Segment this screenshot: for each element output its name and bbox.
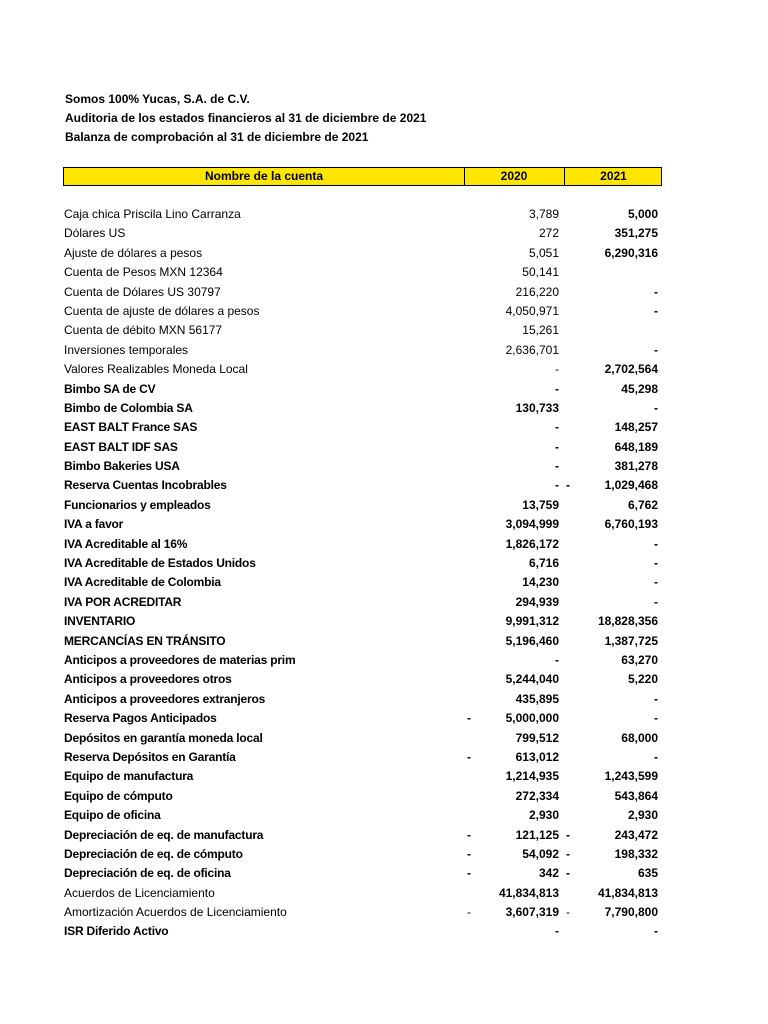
table-row bbox=[0, 515, 768, 534]
table-header bbox=[63, 167, 662, 186]
account-name: Depreciación de eq. de oficina bbox=[64, 866, 231, 881]
table-row bbox=[0, 593, 768, 612]
value-2021: 6,290,316 bbox=[604, 245, 658, 260]
table-row bbox=[0, 922, 768, 941]
value-2021: 351,275 bbox=[614, 226, 658, 241]
value-2021: 2,930 bbox=[627, 808, 658, 823]
table-row bbox=[0, 903, 768, 922]
account-name: Ajuste de dólares a pesos bbox=[64, 245, 203, 260]
account-table bbox=[0, 205, 768, 942]
account-name: EAST BALT France SAS bbox=[64, 420, 198, 435]
account-name: Bimbo Bakeries USA bbox=[64, 459, 180, 474]
value-2020: - bbox=[555, 420, 559, 435]
table-row bbox=[0, 283, 768, 302]
table-row bbox=[0, 632, 768, 651]
value-2020: - bbox=[555, 362, 559, 377]
value-2021: 63,270 bbox=[621, 652, 658, 667]
account-name: ISR Diferido Activo bbox=[64, 924, 169, 939]
table-row bbox=[0, 864, 768, 883]
table-row bbox=[0, 380, 768, 399]
account-name: Depósitos en garantía moneda local bbox=[64, 730, 263, 745]
account-name: Reserva Cuentas Incobrables bbox=[64, 478, 227, 493]
account-name: Reserva Pagos Anticipados bbox=[64, 711, 217, 726]
value-2020: 14,230 bbox=[522, 575, 559, 590]
value-2020: 2,636,701 bbox=[505, 342, 559, 357]
account-name: Equipo de cómputo bbox=[64, 788, 173, 803]
value-2021: 1,387,725 bbox=[604, 633, 658, 648]
value-2021: 18,828,356 bbox=[597, 614, 658, 629]
value-2021: 6,762 bbox=[627, 497, 658, 512]
table-row bbox=[0, 573, 768, 592]
table-row bbox=[0, 709, 768, 728]
value-2020: 15,261 bbox=[522, 323, 559, 338]
value-2020: 5,196,460 bbox=[505, 633, 559, 648]
value-2020: 435,895 bbox=[515, 691, 559, 706]
value-2020: 1,826,172 bbox=[505, 536, 559, 551]
value-2021: - bbox=[654, 536, 658, 551]
value-2020: 5,000,000 bbox=[505, 711, 559, 726]
value-2020: 121,125 bbox=[515, 827, 559, 842]
sign-2020: - bbox=[467, 846, 471, 861]
value-2021: - bbox=[654, 749, 658, 764]
value-2021: 148,257 bbox=[614, 420, 658, 435]
value-2020: 272 bbox=[538, 226, 559, 241]
value-2020: 342 bbox=[538, 866, 559, 881]
value-2021: 648,189 bbox=[614, 439, 658, 454]
value-2020: 9,991,312 bbox=[505, 614, 559, 629]
value-2021: 543,864 bbox=[614, 788, 658, 803]
value-2021: 635 bbox=[637, 866, 658, 881]
value-2020: 4,050,971 bbox=[505, 303, 559, 318]
value-2021: - bbox=[654, 342, 658, 357]
value-2020: 50,141 bbox=[522, 265, 559, 280]
account-name: IVA POR ACREDITAR bbox=[64, 594, 182, 609]
table-row bbox=[0, 244, 768, 263]
value-2020: - bbox=[555, 924, 559, 939]
table-row bbox=[0, 670, 768, 689]
sign-2020: - bbox=[467, 866, 471, 881]
header-year-2021: 2021 bbox=[600, 169, 627, 183]
account-name: Equipo de manufactura bbox=[64, 769, 194, 784]
table-row bbox=[0, 612, 768, 631]
value-2021: 2,702,564 bbox=[604, 362, 658, 377]
table-row bbox=[0, 263, 768, 282]
value-2021: 5,220 bbox=[627, 672, 658, 687]
sign-2020: - bbox=[467, 905, 471, 920]
value-2020: 2,930 bbox=[528, 808, 559, 823]
value-2020: 613,012 bbox=[515, 749, 559, 764]
table-row bbox=[0, 554, 768, 573]
table-row bbox=[0, 302, 768, 321]
header-account-name: Nombre de la cuenta bbox=[64, 168, 465, 185]
value-2020: 1,214,935 bbox=[505, 769, 559, 784]
value-2021: 1,029,468 bbox=[604, 478, 658, 493]
account-name: Depreciación de eq. de manufactura bbox=[64, 827, 264, 842]
table-row bbox=[0, 845, 768, 864]
table-row bbox=[0, 360, 768, 379]
value-2021: - bbox=[654, 284, 658, 299]
account-name: Inversiones temporales bbox=[64, 342, 189, 357]
value-2021: 5,000 bbox=[627, 207, 658, 221]
value-2020: 5,051 bbox=[528, 245, 559, 260]
value-2021: - bbox=[654, 575, 658, 590]
value-2020: 216,220 bbox=[515, 284, 559, 299]
sign-2021: - bbox=[566, 827, 570, 842]
sign-2020: - bbox=[467, 749, 471, 764]
sign-2020: - bbox=[467, 711, 471, 726]
value-2020: 5,244,040 bbox=[505, 672, 559, 687]
value-2021: 1,243,599 bbox=[604, 769, 658, 784]
value-2020: - bbox=[555, 381, 559, 396]
account-name: IVA Acreditable al 16% bbox=[64, 536, 188, 551]
account-name: Cuenta de Pesos MXN 12364 bbox=[64, 265, 223, 280]
account-name: Cuenta de ajuste de dólares a pesos bbox=[64, 303, 260, 318]
sign-2021: - bbox=[566, 866, 570, 881]
trial-balance-title: Balanza de comprobación al 31 de diciembre de 2021 bbox=[65, 130, 369, 144]
value-2020: 41,834,813 bbox=[498, 885, 559, 900]
account-name: Reserva Depósitos en Garantía bbox=[64, 749, 236, 764]
account-name: IVA Acreditable de Estados Unidos bbox=[64, 556, 256, 571]
account-name: Acuerdos de Licenciamiento bbox=[64, 885, 215, 900]
account-name: IVA a favor bbox=[64, 517, 124, 532]
table-row bbox=[0, 399, 768, 418]
sign-2020: - bbox=[467, 827, 471, 842]
account-name: Valores Realizables Moneda Local bbox=[64, 362, 248, 377]
account-name: Anticipos a proveedores de materias prim bbox=[64, 652, 296, 667]
account-name: Cuenta de Dólares US 30797 bbox=[64, 284, 221, 299]
account-name: Anticipos a proveedores otros bbox=[64, 672, 232, 687]
account-name: Bimbo SA de CV bbox=[64, 381, 156, 396]
value-2020: 3,789 bbox=[528, 207, 559, 221]
value-2021: 243,472 bbox=[614, 827, 658, 842]
value-2020: 294,939 bbox=[515, 594, 559, 609]
table-row bbox=[0, 457, 768, 476]
sign-2021: - bbox=[566, 905, 570, 920]
value-2020: 13,759 bbox=[522, 497, 559, 512]
value-2021: - bbox=[654, 303, 658, 318]
table-row bbox=[0, 806, 768, 825]
account-name: Amortización Acuerdos de Licenciamiento bbox=[64, 905, 287, 920]
table-row bbox=[0, 767, 768, 786]
value-2020: 799,512 bbox=[515, 730, 559, 745]
value-2021: 45,298 bbox=[621, 381, 658, 396]
value-2020: - bbox=[555, 478, 559, 493]
account-name: Funcionarios y empleados bbox=[64, 497, 211, 512]
table-row bbox=[0, 748, 768, 767]
value-2020: - bbox=[555, 652, 559, 667]
value-2020: - bbox=[555, 439, 559, 454]
table-row bbox=[0, 496, 768, 515]
account-name: IVA Acreditable de Colombia bbox=[64, 575, 221, 590]
account-name: MERCANCÍAS EN TRÁNSITO bbox=[64, 633, 226, 648]
value-2020: 272,334 bbox=[515, 788, 559, 803]
account-name: INVENTARIO bbox=[64, 614, 136, 629]
value-2020: 3,607,319 bbox=[505, 905, 559, 920]
table-row bbox=[0, 418, 768, 437]
account-name: Cuenta de débito MXN 56177 bbox=[64, 323, 223, 338]
value-2021: 6,760,193 bbox=[604, 517, 658, 532]
value-2020: 130,733 bbox=[515, 400, 559, 415]
value-2020: 3,094,999 bbox=[505, 517, 559, 532]
value-2021: - bbox=[654, 594, 658, 609]
account-name: Anticipos a proveedores extranjeros bbox=[64, 691, 266, 706]
sign-2021: - bbox=[566, 846, 570, 861]
value-2021: - bbox=[654, 924, 658, 939]
table-row bbox=[0, 205, 768, 224]
table-row bbox=[0, 341, 768, 360]
value-2021: 7,790,800 bbox=[604, 905, 658, 920]
table-row bbox=[0, 884, 768, 903]
account-name: Depreciación de eq. de cómputo bbox=[64, 846, 243, 861]
value-2021: - bbox=[654, 691, 658, 706]
table-row bbox=[0, 729, 768, 748]
value-2021: 41,834,813 bbox=[597, 885, 658, 900]
account-name: Caja chica Priscila Lino Carranza bbox=[64, 207, 241, 221]
value-2020: 6,716 bbox=[528, 556, 559, 571]
value-2021: 198,332 bbox=[614, 846, 658, 861]
audit-title: Auditoria de los estados financieros al 31 de diciembre de 2021 bbox=[65, 111, 427, 125]
value-2020: 54,092 bbox=[522, 846, 559, 861]
table-row bbox=[0, 321, 768, 340]
value-2021: 68,000 bbox=[621, 730, 658, 745]
sign-2021: - bbox=[566, 478, 570, 493]
table-row bbox=[0, 651, 768, 670]
account-name: Equipo de oficina bbox=[64, 808, 161, 823]
value-2021: 381,278 bbox=[614, 459, 658, 474]
table-row bbox=[0, 224, 768, 243]
account-name: Bimbo de Colombia SA bbox=[64, 400, 193, 415]
value-2021: - bbox=[654, 711, 658, 726]
table-row bbox=[0, 438, 768, 457]
header-year-2020: 2020 bbox=[464, 168, 565, 185]
account-name: Dólares US bbox=[64, 226, 126, 241]
table-row bbox=[0, 535, 768, 554]
value-2021: - bbox=[654, 556, 658, 571]
table-row bbox=[0, 787, 768, 806]
value-2020: - bbox=[555, 459, 559, 474]
table-row bbox=[0, 690, 768, 709]
account-name: EAST BALT IDF SAS bbox=[64, 439, 178, 454]
table-row bbox=[0, 826, 768, 845]
company-title: Somos 100% Yucas, S.A. de C.V. bbox=[65, 92, 250, 106]
table-row bbox=[0, 476, 768, 495]
value-2021: - bbox=[654, 400, 658, 415]
